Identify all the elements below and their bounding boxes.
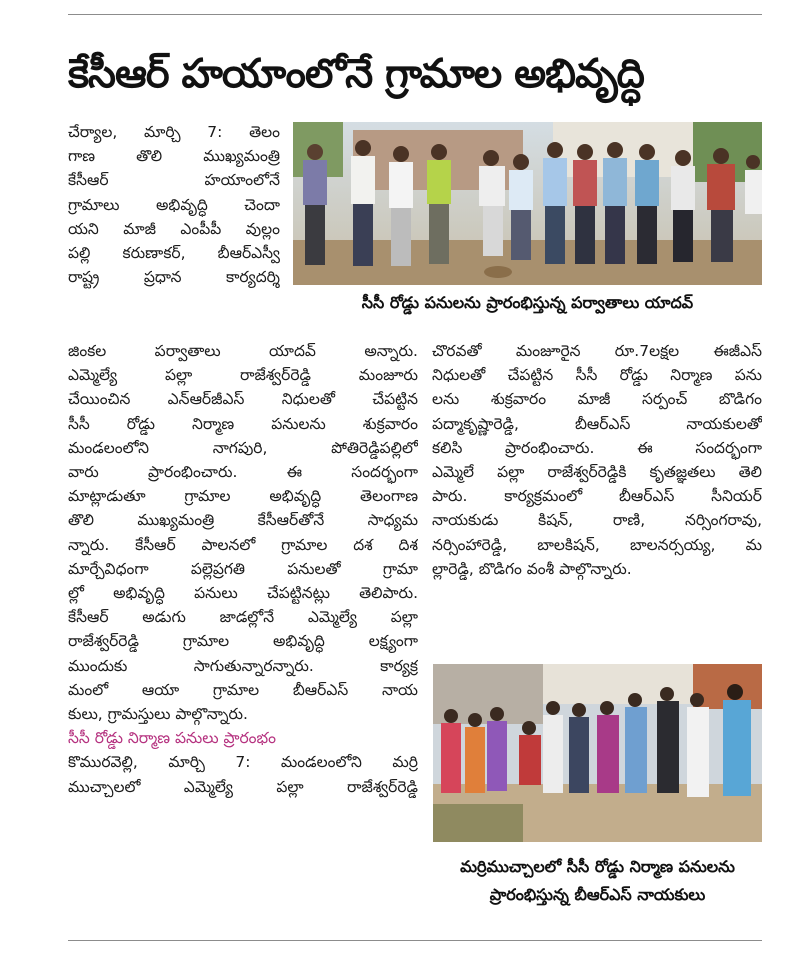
- text-line: పద్మాకృష్ణారెడ్డి, బీఆర్ఎస్ నాయకులతో: [432, 414, 762, 433]
- photo-villagers-road-work: [433, 664, 762, 842]
- text-line: జింకల పర్వాతాలు యాదవ్ అన్నారు.: [68, 342, 418, 360]
- text-line: నర్సింహారెడ్డి, బాలకిషన్, బాలనర్సయ్య, మ: [432, 535, 762, 554]
- photo-2-caption-line-1: మర్రిముచ్చాలలో సీసీ రోడ్డు నిర్మాణ పనులను: [460, 857, 735, 876]
- photo-2-caption-line-2: ప్రారంభిస్తున్న బీఆర్ఎస్ నాయకులు: [489, 885, 706, 904]
- column-1-body: [68, 339, 418, 799]
- text-line: రాష్ట్ర ప్రధాన కార్యదర్శి: [68, 268, 280, 287]
- text-line: వారు ప్రారంభించారు. ఈ సందర్భంగా: [68, 463, 418, 482]
- column-1-intro: [68, 120, 280, 289]
- text-line: యని మాజీ ఎంపీపీ వుల్లం: [68, 219, 280, 238]
- top-rule: [68, 14, 762, 15]
- text-line: చేయించిన ఎన్ఆర్‌జీఎస్ నిధులతో చేపట్టిన: [68, 390, 418, 409]
- text-line: పల్లి కరుణాకర్, బీఆర్ఎస్వీ: [68, 244, 280, 263]
- text-line: ఎమ్మెల్యే పల్లా రాజేశ్వర్‌రెడ్డి మంజూరు: [68, 366, 418, 385]
- text-line: కేసీఆర్ హయాంలోనే: [68, 171, 280, 190]
- text-line: మార్చేవిధంగా పల్లెప్రగతి పనులతో గ్రామా: [68, 559, 418, 578]
- photo-1-caption: సీసీ రోడ్డు పనులను ప్రారంభిస్తున్న పర్వాతాలు యాదవ్: [361, 293, 694, 312]
- text-line: చొరవతో మంజూరైన రూ.7లక్షల ఈజీఎస్: [432, 342, 762, 360]
- text-line: మంలో ఆయా గ్రామాల బీఆర్ఎస్ నాయ: [68, 680, 418, 699]
- bottom-rule: [68, 940, 762, 941]
- text-line: కులు, గ్రామస్తులు పాల్గొన్నారు.: [68, 705, 248, 724]
- text-line: కేసీఆర్ అడుగు జాడల్లోనే ఎమ్మెల్యే పల్లా: [68, 608, 418, 627]
- subheading: సీసీ రోడ్డు నిర్మాణ పనులు ప్రారంభం: [68, 729, 277, 748]
- text-line: ల్లారెడ్డి, బొడిగం వంశీ పాల్గొన్నారు.: [432, 559, 632, 578]
- text-line: గాణ తొలి ముఖ్యమంత్రి: [68, 147, 280, 166]
- headline: కేసీఆర్ హయాంలోనే గ్రామాల అభివృద్ధి: [68, 51, 644, 97]
- text-line: కొమురవెల్లి, మార్చి 7: మండలంలోని మర్రి: [68, 753, 418, 772]
- text-line: నాయకుడు కిషన్, రాణి, నర్సింగరావు,: [432, 511, 762, 530]
- text-line: ముందుకు సాగుతున్నారన్నారు. కార్యక్ర: [68, 656, 418, 675]
- text-line: మాట్లాడుతూ గ్రామాల అభివృద్ధి తెలంగాణ: [68, 487, 418, 506]
- text-line: సీసీ రోడ్డు నిర్మాణ పనులను శుక్రవారం: [68, 414, 418, 433]
- text-line: న్నారు. కేసీఆర్ పాలనలో గ్రామాల దశ దిశ: [68, 535, 418, 554]
- text-line: ముచ్చాలలో ఎమ్మెల్యే పల్లా రాజేశ్వర్‌రెడ్డి: [68, 777, 418, 796]
- text-line: గ్రామాలు అభివృద్ధి చెందా: [68, 195, 280, 214]
- text-line: నిధులతో చేపట్టిన సీసీ రోడ్డు నిర్మాణ పను: [432, 366, 762, 385]
- photo-road-work-launch: [293, 122, 762, 285]
- text-line: చేర్యాల, మార్చి 7: తెలం: [68, 123, 280, 141]
- text-line: రాజేశ్వర్‌రెడ్డి గ్రామాల అభివృద్ధి లక్ష్యంగా: [68, 632, 418, 651]
- column-2-body: [432, 339, 762, 581]
- text-line: పారు. కార్యక్రమంలో బీఆర్ఎస్ సీనియర్: [432, 487, 762, 506]
- text-line: ల్లో అభివృద్ధి పనులు చేపట్టినట్లు తెలిపారు.: [68, 584, 418, 603]
- text-line: కలిసి ప్రారంభించారు. ఈ సందర్భంగా: [432, 438, 762, 457]
- text-line: తొలి ముఖ్యమంత్రి కేసీఆర్‌తోనే సాధ్యమ: [68, 511, 418, 530]
- text-line: ఎమ్మెలే పల్లా రాజేశ్వర్‌రెడ్డికి కృతజ్ఞతలు తెలి: [432, 463, 762, 482]
- text-line: మండలంలోని నాగపురి, పోతిరెడ్డిపల్లిలో: [68, 438, 418, 457]
- text-line: లను శుక్రవారం మాజీ సర్పంచ్ బొడిగం: [432, 390, 762, 409]
